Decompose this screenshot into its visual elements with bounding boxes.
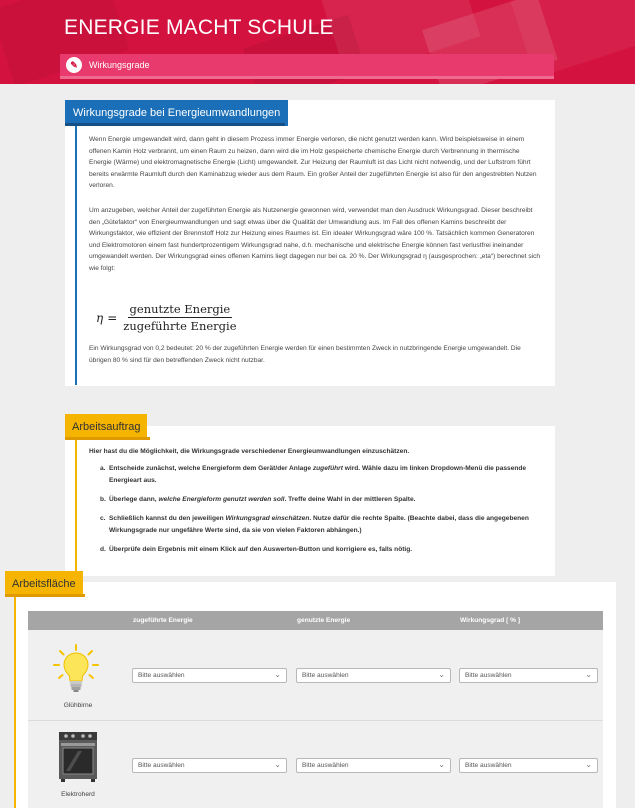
- task-item-d: d. Überprüfe dein Ergebnis mit einem Klick auf den Auswerten-Button und korrigiere es, falls nötig.: [100, 546, 413, 553]
- chevron-down-icon: ⌄: [274, 760, 281, 769]
- breadcrumb: Wirkungsgrade: [89, 60, 150, 70]
- workspace-tab: Arbeitsfläche: [5, 571, 83, 597]
- task-item-b: b. Überlege dann, welche Energieform genutzt werden soll. Treffe deine Wahl in der mittleren Spalte.: [100, 496, 416, 503]
- efficiency-select[interactable]: Bitte auswählen ⌄: [459, 668, 598, 683]
- intro-paragraph-2: Um anzugeben, welcher Anteil der zugeführten Energie als Nutzenergie gewonnen wird, verwendet man den Ausdruck Wirkungsgrad. Dieser beschreibt den „Gütefaktor“ von Energieumwandlungen und sagt etwas über die Qualität der Umwandlung aus. Im Fall des offenen Kamins beschreibt der Wirkungsfaktor, wie effizient der Brennstoff Holz zur Heizung eines Raumes ist. Ein idealer Wirkungsgrad wäre 100 %. Tatsächlich kommen Generatoren und Elektromotoren einem fast hundertprozentigem Wirkungsgrad nahe, d.h. mechanische und elektrische Energie können fast verlustfrei ineinander umgewandelt werden. Der Wirkungsgrad eines offenen Kamins liegt dagegen nur bei ca. 20 %. Der Wirkungsgrad η (ausgesprochen: „eta“) berechnet sich wie folgt:: [89, 207, 541, 272]
- task-item-a: a. Entscheide zunächst, welche Energieform dem Gerät/der Anlage zugeführt wird. Wähle dazu im linken Dropdown-Menü die passende Energieart aus.: [100, 465, 527, 484]
- task-lead: Hier hast du die Möglichkeit, die Wirkungsgrade verschiedener Energieumwandlungen einzuschätzen.: [89, 448, 410, 455]
- energy-table: [28, 611, 603, 808]
- intro-accent-line: [75, 126, 77, 385]
- chevron-down-icon: ⌄: [585, 760, 592, 769]
- used-energy-select[interactable]: Bitte auswählen ⌄: [296, 758, 451, 773]
- task-accent-line: [75, 436, 77, 576]
- breadcrumb-icon: ✎: [66, 57, 82, 73]
- task-item-c: c. Schließlich kannst du den jeweiligen Wirkungsgrad einschätzen. Nutze dafür die rechte Spalte. (Beachte dabei, dass die angegebenen Wirkungsgrade nur ungefähre Werte sind, da sie von vielen Faktoren abhängen.): [100, 515, 529, 534]
- used-energy-select[interactable]: Bitte auswählen ⌄: [296, 668, 451, 683]
- efficiency-select[interactable]: Bitte auswählen ⌄: [459, 758, 598, 773]
- device-label: Glühbirne: [63, 702, 93, 709]
- input-energy-select[interactable]: Bitte auswählen ⌄: [132, 758, 287, 773]
- input-energy-select[interactable]: Bitte auswählen ⌄: [132, 668, 287, 683]
- column-header-used-energy: genutzte Energie: [297, 617, 351, 624]
- efficiency-formula: [96, 302, 237, 333]
- workspace-accent-line: [14, 594, 16, 808]
- task-tab: Arbeitsauftrag: [65, 414, 147, 440]
- chevron-down-icon: ⌄: [438, 670, 445, 679]
- column-header-input-energy: zugeführte Energie: [133, 617, 193, 624]
- chevron-down-icon: ⌄: [274, 670, 281, 679]
- intro-paragraph-3: Ein Wirkungsgrad von 0,2 bedeutet: 20 % der zugeführten Energie werden für einen bestimmten Zweck in nutzbringende Energie umgewandelt. Die übrigen 80 % sind für den betreffenden Zweck nicht nutzbar.: [89, 345, 521, 364]
- device-label: Elektroherd: [61, 791, 95, 798]
- light-bulb-icon: [53, 644, 99, 694]
- chevron-down-icon: ⌄: [585, 670, 592, 679]
- intro-tab: Wirkungsgrade bei Energieumwandlungen: [65, 100, 288, 126]
- chevron-down-icon: ⌄: [438, 760, 445, 769]
- site-title[interactable]: ENERGIE MACHT SCHULE: [64, 16, 334, 39]
- stove-icon: [58, 731, 98, 783]
- formula-symbol: η: [96, 310, 104, 325]
- formula-numerator: genutzte Energie: [129, 302, 231, 316]
- formula-equals: =: [107, 310, 118, 325]
- formula-denominator: zugeführte Energie: [123, 319, 237, 333]
- intro-paragraph-1: Wenn Energie umgewandelt wird, dann geht in diesem Prozess immer Energie verloren, die nicht genutzt werden kann. Wird beispielsweise in einem offenen Kamin Holz verbrannt, um einen Raum zu heizen, dann wird die im Holz gespeicherte chemische Energie durch Verbrennung in thermische Energie (Wärme) und elektromagnetische Energie (Licht) umgewandelt. Zur Heizung der Raumluft ist das Licht nicht notwendig, und der Luftstrom führt bereits erwärmte Raumluft durch den Kaminabzug wieder aus dem Raum. Ein großer Anteil der zugeführten Energie ist also für den angestrebten Nutzen verloren.: [89, 136, 537, 190]
- column-header-efficiency: Wirkungsgrad [ % ]: [460, 617, 521, 624]
